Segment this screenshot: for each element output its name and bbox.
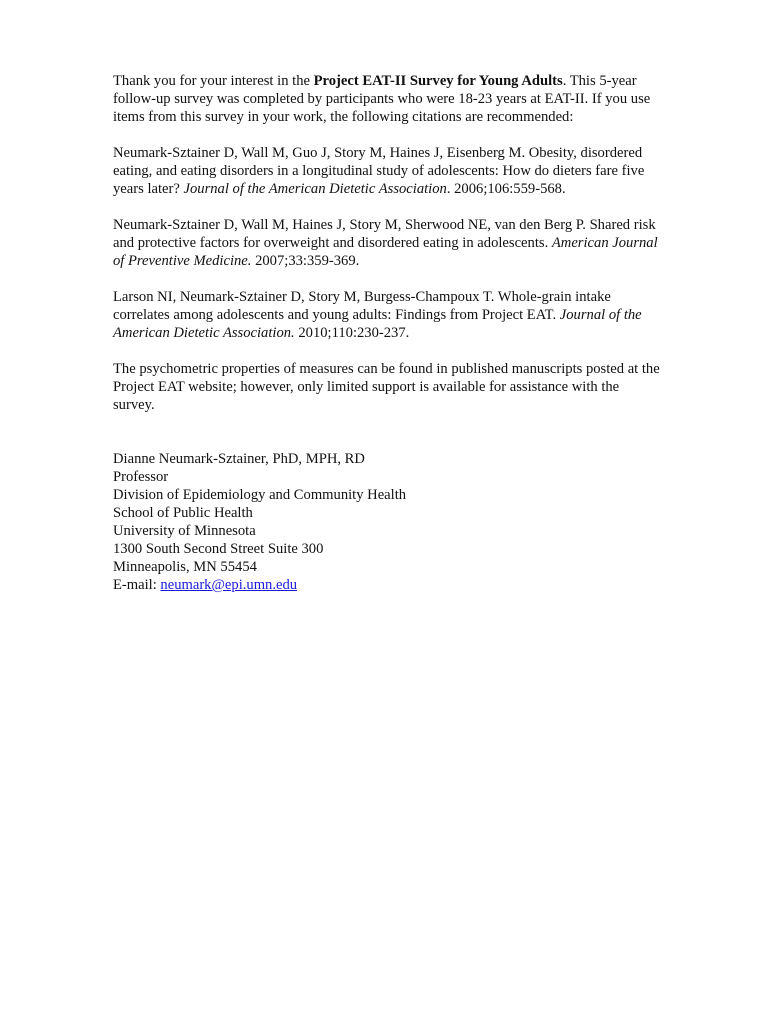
intro-rest: . This 5-year follow-up survey was completed by participants who were 18-23 years at EAT-II. If you use items from this survey in your work, the following citations are recommended: [113,73,651,125]
citation-1-authors-title: Neumark-Sztainer D, Wall M, Guo J, Story M, Haines J, Eisenberg M. Obesity, disordered eating, and eating disorders in a longitudinal study of adolescents: How do dieters fare five years later? [113,145,645,197]
citation-1-details: . 2006;106:559-568. [446,181,566,197]
signature-street: 1300 South Second Street Suite 300 [113,541,324,557]
email-label: E-mail: [113,577,161,593]
signature-city: Minneapolis, MN 55454 [113,559,257,575]
psychometric-note: The psychometric properties of measures can be found in published manuscripts posted at the Project EAT website; however, only limited support is available for assistance with the survey. [113,361,660,413]
citation-3-authors-title: Larson NI, Neumark-Sztainer D, Story M, Burgess-Champoux T. Whole-grain intake correlates among adolescents and young adults: Findings from Project EAT. [113,289,611,323]
signature-university: University of Minnesota [113,523,256,539]
signature-email-line [113,576,661,594]
citation-3-journal: Journal of the American Dietetic Association. [113,307,642,341]
intro-lead: Thank you for your interest in the [113,73,314,89]
intro-paragraph [113,72,661,126]
signature-school: School of Public Health [113,505,253,521]
citation-3 [113,288,661,342]
citation-1-journal: Journal of the American Dietetic Association [183,181,447,197]
document-page [113,72,661,594]
citation-2-journal: American Journal of Preventive Medicine. [113,235,658,269]
signature-title: Professor [113,469,169,485]
signature-division: Division of Epidemiology and Community Health [113,487,407,503]
citation-2-authors-title: Neumark-Sztainer D, Wall M, Haines J, Story M, Sherwood NE, van den Berg P. Shared risk and protective factors for overweight and disordered eating in adolescents. [113,217,656,251]
survey-name: Project EAT-II Survey for Young Adults [313,73,563,89]
signature-name: Dianne Neumark-Sztainer, PhD, MPH, RD [113,451,365,467]
email-link[interactable]: neumark@epi.umn.edu [160,577,298,593]
citation-2-details: 2007;33:359-369. [251,253,360,269]
signature-block [113,450,661,594]
citation-3-details: 2010;110:230-237. [294,325,410,341]
citation-1 [113,144,661,198]
citation-2 [113,216,661,270]
